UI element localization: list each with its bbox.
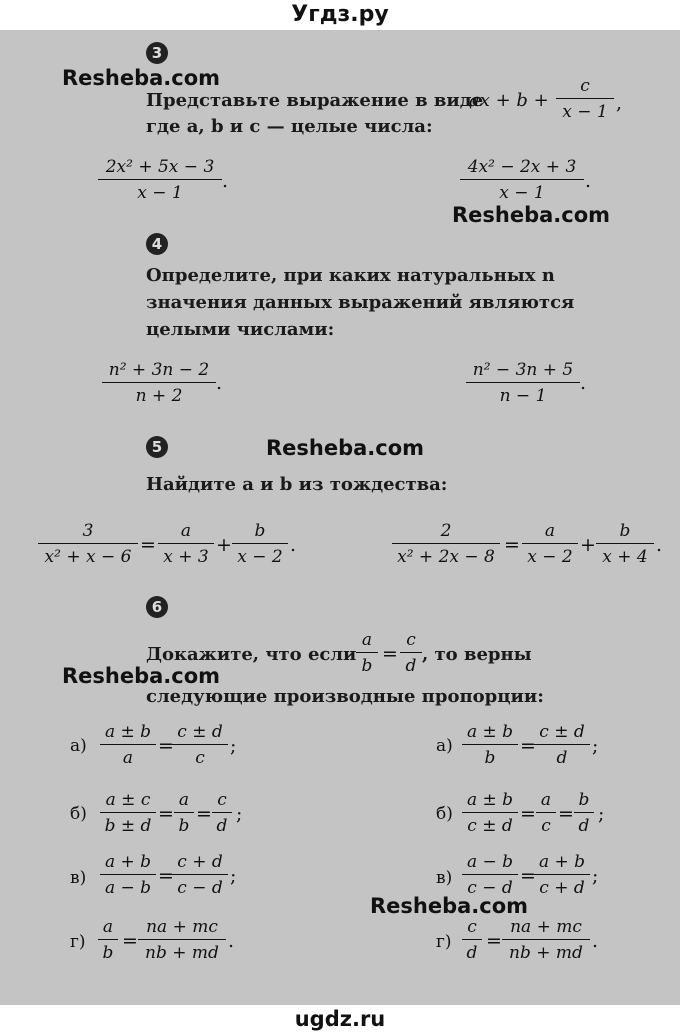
item-label: в) xyxy=(436,868,453,888)
fraction-denominator: x − 1 xyxy=(98,179,222,203)
fraction-denominator: b xyxy=(98,939,118,963)
fraction-denominator: c xyxy=(172,744,228,768)
task-5-eq2-a xyxy=(522,521,578,567)
item-fraction xyxy=(172,722,228,768)
fraction-numerator: a + b xyxy=(104,852,152,872)
period: . xyxy=(580,372,587,394)
plus-sign: + xyxy=(216,534,232,556)
fraction-denominator: x + 3 xyxy=(158,543,214,567)
fraction-numerator: a − b xyxy=(466,852,514,872)
item-fraction xyxy=(100,852,156,898)
task-3-number: 3 xyxy=(146,42,168,64)
watermark: Resheba.com xyxy=(62,66,221,90)
fraction-denominator: x − 2 xyxy=(522,543,578,567)
fraction-numerator: 3 xyxy=(82,521,94,541)
semicolon: ; xyxy=(236,803,243,825)
item-fraction xyxy=(212,790,232,836)
watermark: Resheba.com xyxy=(266,436,425,460)
fraction-numerator: 2x² + 5x − 3 xyxy=(105,157,215,177)
fraction-numerator: b xyxy=(578,790,590,810)
item-fraction xyxy=(138,917,226,963)
task-4-fraction-1 xyxy=(102,360,216,406)
fraction-denominator: c − d xyxy=(462,874,518,898)
task-3-expr-fraction xyxy=(556,76,614,122)
fraction-denominator: x − 1 xyxy=(556,98,614,122)
equals-sign: = xyxy=(382,643,398,665)
item-fraction xyxy=(100,790,156,836)
fraction-denominator: n − 1 xyxy=(466,382,580,406)
semicolon: ; xyxy=(230,735,237,757)
item-fraction xyxy=(534,852,590,898)
fraction-denominator: b ± d xyxy=(100,812,156,836)
fraction-numerator: a xyxy=(544,521,556,541)
task-3-fraction-1 xyxy=(98,157,222,203)
fraction-numerator: na + mc xyxy=(510,917,582,937)
task-6-condition-right xyxy=(400,630,422,676)
task-6-text-line1-end: , то верны xyxy=(422,644,532,665)
equals-sign: = xyxy=(504,534,520,556)
fraction-denominator: nb + md xyxy=(138,939,226,963)
item-label: г) xyxy=(70,932,86,952)
fraction-denominator: d xyxy=(534,744,590,768)
task-4-number: 4 xyxy=(146,233,168,255)
fraction-numerator: a xyxy=(178,790,190,810)
task-4-text-line3: целыми числами: xyxy=(146,319,335,340)
task-5-eq1-a xyxy=(158,521,214,567)
fraction-denominator: d xyxy=(212,812,232,836)
semicolon: ; xyxy=(598,803,605,825)
fraction-numerator: 4x² − 2x + 3 xyxy=(467,157,577,177)
item-fraction xyxy=(462,790,518,836)
fraction-denominator: a xyxy=(100,744,156,768)
task-4-text-line1: Определите, при каких натуральных n xyxy=(146,265,555,286)
equals-sign: = xyxy=(158,865,174,887)
equals-sign: = xyxy=(486,930,502,952)
fraction-denominator: d xyxy=(574,812,594,836)
semicolon: ; xyxy=(592,735,599,757)
item-label: б) xyxy=(70,804,87,824)
fraction-denominator: x² + 2x − 8 xyxy=(392,543,500,567)
watermark: Resheba.com xyxy=(62,664,221,688)
fraction-numerator: a + b xyxy=(538,852,586,872)
equals-sign: = xyxy=(158,735,174,757)
item-label: а) xyxy=(70,736,87,756)
semicolon: ; xyxy=(592,865,599,887)
item-label: в) xyxy=(70,868,87,888)
period: . xyxy=(290,534,297,556)
equals-sign: = xyxy=(196,803,212,825)
fraction-denominator: x − 2 xyxy=(232,543,288,567)
item-fraction xyxy=(462,917,482,963)
item-fraction xyxy=(172,852,228,898)
equals-sign: = xyxy=(122,930,138,952)
task-5-eq1-left xyxy=(38,521,138,567)
footer-site-name[interactable]: ugdz.ru xyxy=(294,1007,386,1031)
period: . xyxy=(592,930,599,952)
fraction-numerator: c xyxy=(580,76,590,96)
item-label: а) xyxy=(436,736,453,756)
fraction-denominator: c xyxy=(536,812,556,836)
fraction-denominator: c − d xyxy=(172,874,228,898)
fraction-denominator: nb + md xyxy=(502,939,590,963)
period: . xyxy=(228,930,235,952)
fraction-numerator: a xyxy=(102,917,114,937)
fraction-numerator: n² + 3n − 2 xyxy=(108,360,210,380)
task-3-expr: ax + b + xyxy=(469,90,549,111)
watermark: Resheba.com xyxy=(370,894,529,918)
plus-sign: + xyxy=(580,534,596,556)
semicolon: ; xyxy=(230,865,237,887)
fraction-denominator: d xyxy=(400,652,422,676)
item-fraction xyxy=(462,852,518,898)
item-fraction xyxy=(574,790,594,836)
task-5-eq2-left xyxy=(392,521,500,567)
equals-sign: = xyxy=(158,803,174,825)
period: . xyxy=(222,170,229,192)
task-4-fraction-2 xyxy=(466,360,580,406)
fraction-numerator: a xyxy=(361,630,373,650)
fraction-numerator: b xyxy=(619,521,631,541)
fraction-denominator: x − 1 xyxy=(460,179,584,203)
item-fraction xyxy=(462,722,518,768)
period: . xyxy=(656,534,663,556)
fraction-denominator: b xyxy=(174,812,194,836)
task-6-text-line1: Докажите, что если xyxy=(146,644,357,665)
fraction-numerator: a ± b xyxy=(104,722,152,742)
fraction-numerator: c + d xyxy=(177,852,223,872)
fraction-numerator: c ± d xyxy=(539,722,585,742)
task-6-text-line2: следующие производные пропорции: xyxy=(146,686,544,707)
item-fraction xyxy=(536,790,556,836)
task-6-number: 6 xyxy=(146,596,168,618)
fraction-numerator: a ± b xyxy=(466,790,514,810)
item-label: б) xyxy=(436,804,453,824)
watermark: Resheba.com xyxy=(452,203,611,227)
fraction-numerator: a xyxy=(180,521,192,541)
fraction-numerator: a ± c xyxy=(105,790,151,810)
equals-sign: = xyxy=(558,803,574,825)
item-fraction xyxy=(534,722,590,768)
fraction-numerator: c ± d xyxy=(177,722,223,742)
fraction-numerator: 2 xyxy=(440,521,452,541)
equals-sign: = xyxy=(140,534,156,556)
comma: , xyxy=(616,92,623,114)
equals-sign: = xyxy=(520,803,536,825)
fraction-denominator: c + d xyxy=(534,874,590,898)
task-5-text: Найдите a и b из тождества: xyxy=(146,474,448,495)
fraction-numerator: n² − 3n + 5 xyxy=(472,360,574,380)
fraction-numerator: na + mc xyxy=(146,917,218,937)
task-6-condition-left xyxy=(356,630,378,676)
fraction-numerator: c xyxy=(467,917,477,937)
header-site-name[interactable]: Угдз.ру xyxy=(291,2,389,27)
fraction-denominator: a − b xyxy=(100,874,156,898)
fraction-numerator: b xyxy=(254,521,266,541)
fraction-numerator: a ± b xyxy=(466,722,514,742)
item-label: г) xyxy=(436,932,452,952)
fraction-denominator: x + 4 xyxy=(596,543,654,567)
period: . xyxy=(585,170,592,192)
fraction-denominator: b xyxy=(356,652,378,676)
equals-sign: = xyxy=(520,865,536,887)
fraction-denominator: b xyxy=(462,744,518,768)
item-fraction xyxy=(174,790,194,836)
fraction-denominator: c ± d xyxy=(462,812,518,836)
fraction-numerator: a xyxy=(540,790,552,810)
task-3-text-line2: где a, b и c — целые числа: xyxy=(146,116,433,137)
item-fraction xyxy=(98,917,118,963)
task-5-eq1-b xyxy=(232,521,288,567)
task-3-fraction-2 xyxy=(460,157,584,203)
fraction-denominator: x² + x − 6 xyxy=(38,543,138,567)
period: . xyxy=(216,372,223,394)
equals-sign: = xyxy=(520,735,536,757)
fraction-denominator: d xyxy=(462,939,482,963)
item-fraction xyxy=(100,722,156,768)
task-3-text-line1: Представьте выражение в виде xyxy=(146,90,484,111)
fraction-numerator: c xyxy=(406,630,416,650)
fraction-denominator: n + 2 xyxy=(102,382,216,406)
item-fraction xyxy=(502,917,590,963)
fraction-numerator: c xyxy=(217,790,227,810)
task-5-number: 5 xyxy=(146,436,168,458)
task-4-text-line2: значения данных выражений являются xyxy=(146,292,575,313)
task-5-eq2-b xyxy=(596,521,654,567)
